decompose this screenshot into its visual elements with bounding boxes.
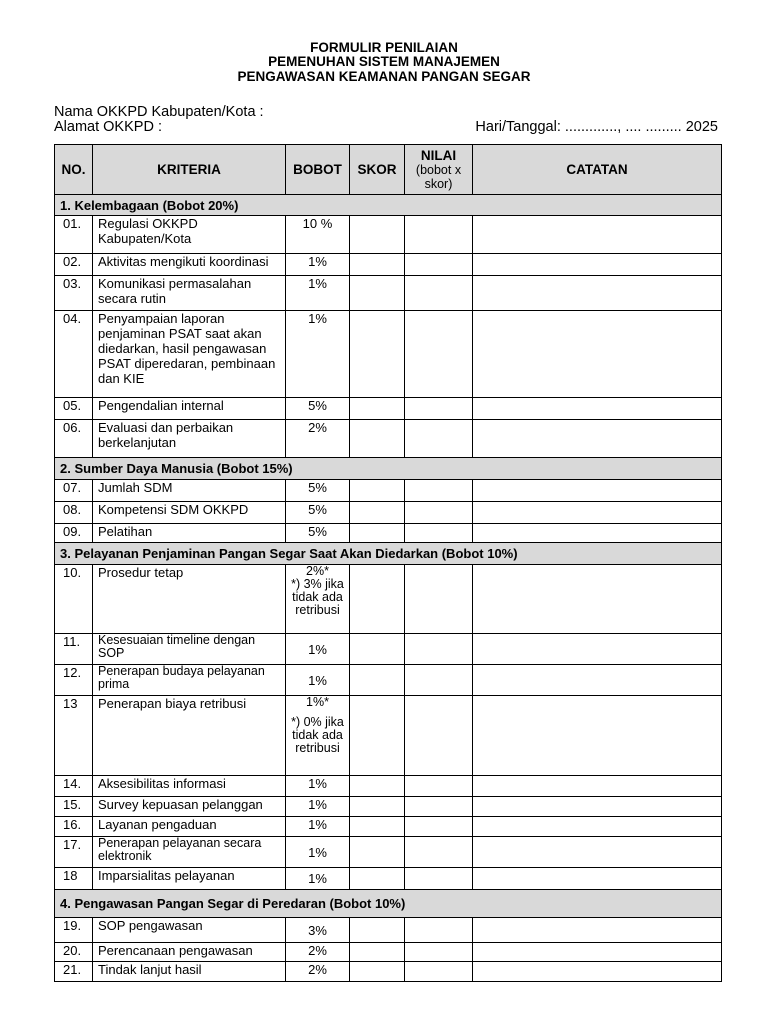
bobot-note: *) 3% jika tidak ada retribusi bbox=[291, 577, 344, 617]
catatan-cell[interactable] bbox=[473, 398, 722, 420]
row-bobot: 5% bbox=[286, 524, 350, 543]
row-no: 04. bbox=[55, 311, 93, 398]
catatan-cell[interactable] bbox=[473, 216, 722, 254]
skor-cell[interactable] bbox=[350, 254, 405, 276]
row-kriteria: Kompetensi SDM OKKPD bbox=[93, 502, 286, 524]
form-title-line-2: PEMENUHAN SISTEM MANAJEMEN bbox=[268, 54, 500, 69]
skor-cell[interactable] bbox=[350, 276, 405, 311]
nilai-label: NILAI bbox=[420, 147, 457, 163]
nilai-cell[interactable] bbox=[405, 797, 473, 817]
col-header-nilai bbox=[405, 145, 473, 195]
row-kriteria: Imparsialitas pelayanan bbox=[93, 868, 286, 890]
table-row bbox=[55, 918, 722, 943]
row-kriteria: Perencanaan pengawasan bbox=[93, 943, 286, 962]
section-row bbox=[55, 890, 722, 918]
table-row bbox=[55, 696, 722, 776]
row-bobot: 10 % bbox=[286, 216, 350, 254]
catatan-cell[interactable] bbox=[473, 565, 722, 634]
row-bobot: 1% bbox=[286, 837, 350, 868]
catatan-cell[interactable] bbox=[473, 962, 722, 982]
row-no: 21. bbox=[55, 962, 93, 982]
row-no: 01. bbox=[55, 216, 93, 254]
skor-cell[interactable] bbox=[350, 524, 405, 543]
skor-cell[interactable] bbox=[350, 216, 405, 254]
section-title: 1. Kelembagaan (Bobot 20%) bbox=[55, 195, 722, 216]
row-bobot bbox=[286, 696, 350, 776]
skor-cell[interactable] bbox=[350, 502, 405, 524]
row-no: 18 bbox=[55, 868, 93, 890]
table-row bbox=[55, 943, 722, 962]
catatan-cell[interactable] bbox=[473, 524, 722, 543]
row-bobot: 1% bbox=[286, 817, 350, 837]
row-no: 20. bbox=[55, 943, 93, 962]
row-kriteria: SOP pengawasan bbox=[93, 918, 286, 943]
catatan-cell[interactable] bbox=[473, 634, 722, 665]
bobot-note: *) 0% jika tidak ada retribusi bbox=[291, 715, 344, 755]
row-bobot: 5% bbox=[286, 502, 350, 524]
table-header-row bbox=[55, 145, 722, 195]
row-kriteria: Survey kepuasan pelanggan bbox=[93, 797, 286, 817]
table-row bbox=[55, 868, 722, 890]
table-row bbox=[55, 962, 722, 982]
assessment-table bbox=[54, 144, 722, 982]
row-kriteria: Pengendalian internal bbox=[93, 398, 286, 420]
row-kriteria: Penyampaian laporan penjaminan PSAT saat akan diedarkan, hasil pengawasan PSAT diperedaran, pembinaan dan KIE bbox=[93, 311, 286, 398]
catatan-cell[interactable] bbox=[473, 311, 722, 398]
section-title: 4. Pengawasan Pangan Segar di Peredaran (Bobot 10%) bbox=[55, 890, 722, 918]
row-no: 19. bbox=[55, 918, 93, 943]
catatan-cell[interactable] bbox=[473, 943, 722, 962]
table-row bbox=[55, 398, 722, 420]
col-header-no: NO. bbox=[55, 145, 93, 195]
row-no: 10. bbox=[55, 565, 93, 634]
row-no: 07. bbox=[55, 480, 93, 502]
catatan-cell[interactable] bbox=[473, 502, 722, 524]
table-row bbox=[55, 565, 722, 634]
catatan-cell[interactable] bbox=[473, 837, 722, 868]
skor-cell[interactable] bbox=[350, 868, 405, 890]
catatan-cell[interactable] bbox=[473, 665, 722, 696]
row-kriteria: Penerapan pelayanan secara elektronik bbox=[93, 837, 286, 868]
section-title: 3. Pelayanan Penjaminan Pangan Segar Saat Akan Diedarkan (Bobot 10%) bbox=[55, 543, 722, 565]
skor-cell[interactable] bbox=[350, 634, 405, 665]
table-row bbox=[55, 254, 722, 276]
skor-cell[interactable] bbox=[350, 480, 405, 502]
row-bobot: 1% bbox=[286, 868, 350, 890]
row-no: 09. bbox=[55, 524, 93, 543]
skor-cell[interactable] bbox=[350, 962, 405, 982]
nilai-cell[interactable] bbox=[405, 420, 473, 458]
row-no: 08. bbox=[55, 502, 93, 524]
row-no: 17. bbox=[55, 837, 93, 868]
nilai-cell[interactable] bbox=[405, 254, 473, 276]
catatan-cell[interactable] bbox=[473, 797, 722, 817]
row-kriteria: Aksesibilitas informasi bbox=[93, 776, 286, 797]
row-bobot: 5% bbox=[286, 398, 350, 420]
row-bobot: 1% bbox=[286, 276, 350, 311]
nilai-cell[interactable] bbox=[405, 524, 473, 543]
table-row bbox=[55, 524, 722, 543]
nilai-cell[interactable] bbox=[405, 943, 473, 962]
row-bobot: 1% bbox=[286, 311, 350, 398]
nilai-cell[interactable] bbox=[405, 918, 473, 943]
nilai-cell[interactable] bbox=[405, 565, 473, 634]
row-no: 03. bbox=[55, 276, 93, 311]
catatan-cell[interactable] bbox=[473, 696, 722, 776]
nilai-cell[interactable] bbox=[405, 276, 473, 311]
catatan-cell[interactable] bbox=[473, 420, 722, 458]
nilai-cell[interactable] bbox=[405, 696, 473, 776]
skor-cell[interactable] bbox=[350, 311, 405, 398]
row-bobot: 1% bbox=[286, 254, 350, 276]
row-kriteria: Aktivitas mengikuti koordinasi bbox=[93, 254, 286, 276]
col-header-bobot: BOBOT bbox=[286, 145, 350, 195]
table-row bbox=[55, 216, 722, 254]
skor-cell[interactable] bbox=[350, 776, 405, 797]
nilai-sublabel: (bobot x skor) bbox=[415, 162, 462, 191]
row-kriteria: Tindak lanjut hasil bbox=[93, 962, 286, 982]
row-kriteria: Layanan pengaduan bbox=[93, 817, 286, 837]
row-bobot: 2% bbox=[286, 943, 350, 962]
row-no: 13 bbox=[55, 696, 93, 776]
form-title-line-1: FORMULIR PENILAIAN bbox=[310, 40, 458, 55]
skor-cell[interactable] bbox=[350, 696, 405, 776]
skor-cell[interactable] bbox=[350, 398, 405, 420]
nilai-cell[interactable] bbox=[405, 868, 473, 890]
row-no: 12. bbox=[55, 665, 93, 696]
row-bobot: 5% bbox=[286, 480, 350, 502]
row-bobot bbox=[286, 565, 350, 634]
row-kriteria: Prosedur tetap bbox=[93, 565, 286, 634]
row-bobot: 3% bbox=[286, 918, 350, 943]
col-header-skor: SKOR bbox=[350, 145, 405, 195]
skor-cell[interactable] bbox=[350, 918, 405, 943]
skor-cell[interactable] bbox=[350, 665, 405, 696]
row-no: 06. bbox=[55, 420, 93, 458]
nilai-cell[interactable] bbox=[405, 634, 473, 665]
skor-cell[interactable] bbox=[350, 420, 405, 458]
nama-okkpd-label: Nama OKKPD Kabupaten/Kota : bbox=[54, 104, 264, 120]
nilai-cell[interactable] bbox=[405, 502, 473, 524]
nilai-cell[interactable] bbox=[405, 776, 473, 797]
row-kriteria: Kesesuaian timeline dengan SOP bbox=[93, 634, 286, 665]
catatan-cell[interactable] bbox=[473, 918, 722, 943]
row-bobot: 1% bbox=[286, 634, 350, 665]
nilai-cell[interactable] bbox=[405, 398, 473, 420]
table-row bbox=[55, 480, 722, 502]
section-row bbox=[55, 195, 722, 216]
table-row bbox=[55, 817, 722, 837]
bobot-value: 2%* bbox=[306, 564, 329, 578]
catatan-cell[interactable] bbox=[473, 480, 722, 502]
col-header-catatan: CATATAN bbox=[473, 145, 722, 195]
section-title: 2. Sumber Daya Manusia (Bobot 15%) bbox=[55, 458, 722, 480]
catatan-cell[interactable] bbox=[473, 868, 722, 890]
nilai-cell[interactable] bbox=[405, 311, 473, 398]
row-no: 05. bbox=[55, 398, 93, 420]
section-row bbox=[55, 543, 722, 565]
skor-cell[interactable] bbox=[350, 797, 405, 817]
table-row bbox=[55, 276, 722, 311]
row-bobot: 2% bbox=[286, 420, 350, 458]
skor-cell[interactable] bbox=[350, 943, 405, 962]
section-row bbox=[55, 458, 722, 480]
table-row bbox=[55, 502, 722, 524]
table-row bbox=[55, 420, 722, 458]
hari-tanggal-label: Hari/Tanggal: ............., .... ......... 2025 bbox=[475, 119, 718, 135]
table-row bbox=[55, 665, 722, 696]
table-row bbox=[55, 797, 722, 817]
skor-cell[interactable] bbox=[350, 837, 405, 868]
table-row bbox=[55, 311, 722, 398]
catatan-cell[interactable] bbox=[473, 776, 722, 797]
row-kriteria: Penerapan budaya pelayanan prima bbox=[93, 665, 286, 696]
nilai-cell[interactable] bbox=[405, 480, 473, 502]
bobot-value: 1%* bbox=[306, 695, 329, 709]
skor-cell[interactable] bbox=[350, 817, 405, 837]
row-no: 02. bbox=[55, 254, 93, 276]
row-kriteria: Penerapan biaya retribusi bbox=[93, 696, 286, 776]
catatan-cell[interactable] bbox=[473, 276, 722, 311]
nilai-cell[interactable] bbox=[405, 837, 473, 868]
nilai-cell[interactable] bbox=[405, 962, 473, 982]
skor-cell[interactable] bbox=[350, 565, 405, 634]
row-kriteria: Evaluasi dan perbaikan berkelanjutan bbox=[93, 420, 286, 458]
col-header-kriteria: KRITERIA bbox=[93, 145, 286, 195]
row-kriteria: Regulasi OKKPD Kabupaten/Kota bbox=[93, 216, 286, 254]
row-bobot: 1% bbox=[286, 776, 350, 797]
row-bobot: 1% bbox=[286, 797, 350, 817]
row-kriteria: Komunikasi permasalahan secara rutin bbox=[93, 276, 286, 311]
row-no: 16. bbox=[55, 817, 93, 837]
row-no: 14. bbox=[55, 776, 93, 797]
row-no: 11. bbox=[55, 634, 93, 665]
row-kriteria: Jumlah SDM bbox=[93, 480, 286, 502]
table-row bbox=[55, 776, 722, 797]
catatan-cell[interactable] bbox=[473, 254, 722, 276]
row-bobot: 2% bbox=[286, 962, 350, 982]
form-title-line-3: PENGAWASAN KEAMANAN PANGAN SEGAR bbox=[237, 69, 531, 84]
nilai-cell[interactable] bbox=[405, 216, 473, 254]
row-no: 15. bbox=[55, 797, 93, 817]
alamat-okkpd-label: Alamat OKKPD : bbox=[54, 119, 162, 135]
table-row bbox=[55, 837, 722, 868]
catatan-cell[interactable] bbox=[473, 817, 722, 837]
row-bobot: 1% bbox=[286, 665, 350, 696]
nilai-cell[interactable] bbox=[405, 665, 473, 696]
row-kriteria: Pelatihan bbox=[93, 524, 286, 543]
table-row bbox=[55, 634, 722, 665]
nilai-cell[interactable] bbox=[405, 817, 473, 837]
